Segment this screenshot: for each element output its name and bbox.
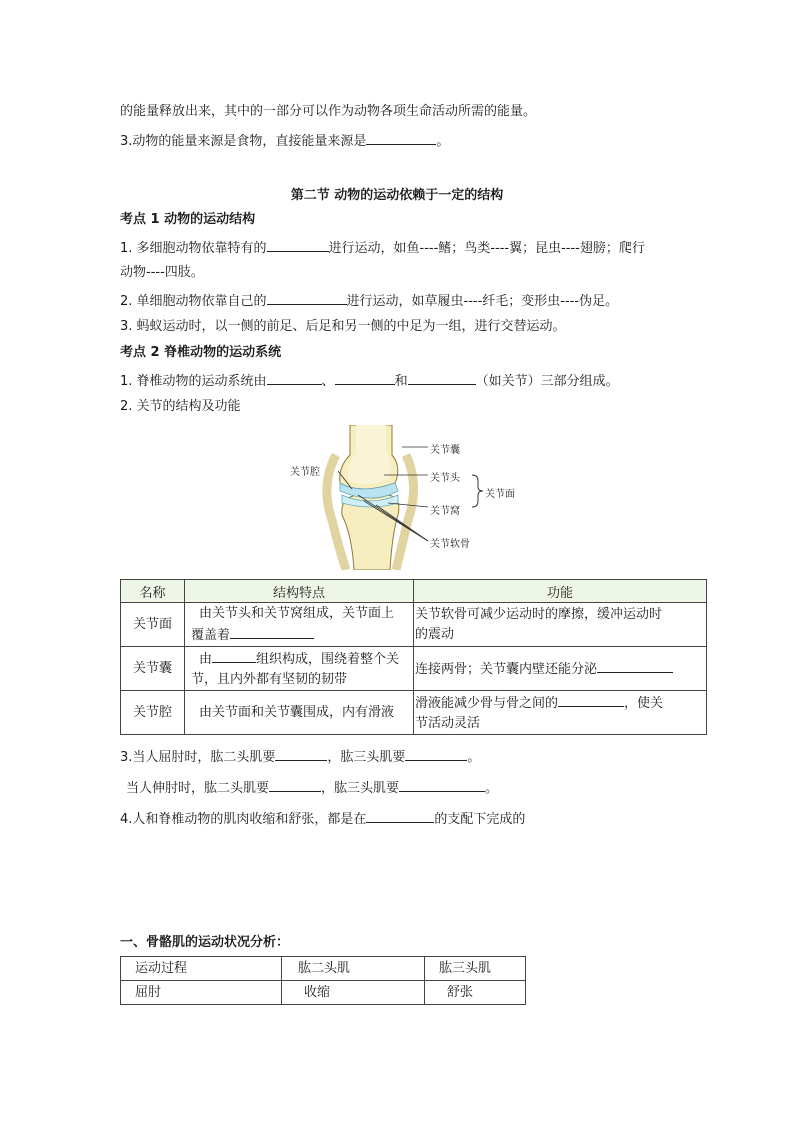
extend-text: 。 xyxy=(485,781,499,796)
muscle-line-control xyxy=(120,808,525,830)
function-line xyxy=(415,692,706,714)
flex-text: 。 xyxy=(467,750,481,765)
label-joint-cavity: 关节腔 xyxy=(290,467,320,478)
table-row xyxy=(121,981,526,1005)
structure-line xyxy=(191,648,407,670)
function-line: 节活动灵活 xyxy=(415,715,481,731)
energy-source-end: 。 xyxy=(436,134,450,149)
kp1-item2 xyxy=(120,290,618,312)
function-line: 的震动 xyxy=(415,626,455,642)
kp2-item2: 2. 关节的结构及功能 xyxy=(120,399,241,414)
row-structure xyxy=(185,603,414,647)
analysis-cell-biceps: 收缩 xyxy=(282,981,425,1005)
flex-triceps-blank[interactable] xyxy=(405,746,467,761)
kp1-heading: 考点 1 动物的运动结构 xyxy=(120,212,256,227)
label-joint-head: 关节头 xyxy=(430,473,460,484)
friction-blank[interactable] xyxy=(558,692,624,707)
kp1-item1-rest: 进行运动，如鱼----鳍；鸟类----翼；昆虫----翅膀；爬行 xyxy=(328,241,645,256)
kp2-heading: 考点 2 脊椎动物的运动系统 xyxy=(120,345,282,360)
col-header-function: 功能 xyxy=(414,580,707,603)
table-row xyxy=(121,957,526,981)
kp2-blank-2[interactable] xyxy=(335,370,395,385)
kp2-sep-1: 、 xyxy=(321,374,335,389)
table-row xyxy=(121,603,707,647)
kp1-item1-text: 1. 多细胞动物依靠特有的 xyxy=(120,241,267,256)
row-function xyxy=(414,691,707,735)
kp1-item2-blank[interactable] xyxy=(267,290,347,305)
function-text: 滑液能减少骨与骨之间的 xyxy=(415,695,559,711)
col-header-structure: 结构特点 xyxy=(185,580,414,603)
kp2-item1-end: （如关节）三部分组成。 xyxy=(475,374,619,389)
kp2-sep-2: 和 xyxy=(394,374,408,389)
extend-biceps-blank[interactable] xyxy=(269,777,321,792)
table-row xyxy=(121,691,707,735)
energy-source-text: 3.动物的能量来源是食物，直接能量来源是 xyxy=(120,134,367,149)
kp1-item2-rest: 进行运动，如草履虫----纤毛；变形虫----伪足。 xyxy=(346,294,619,309)
text-line-energy-source xyxy=(120,130,449,152)
extend-text: 当人伸肘时，肱二头肌要 xyxy=(126,781,270,796)
section-title: 第二节 动物的运动依赖于一定的结构 xyxy=(290,188,504,203)
muscle-analysis-table xyxy=(120,956,526,1005)
joint-diagram xyxy=(280,425,520,570)
row-function xyxy=(414,603,707,647)
row-structure: 由关节面和关节囊围成，内有滑液 xyxy=(185,691,414,735)
cartilage-blank[interactable] xyxy=(230,624,314,639)
label-joint-surface: 关节面 xyxy=(485,489,515,500)
structure-line xyxy=(191,624,407,646)
structure-line: 节，且内外都有坚韧的韧带 xyxy=(191,671,348,687)
text-line-energy-release: 的能量释放出来，其中的一部分可以作为动物各项生命活动所需的能量。 xyxy=(120,104,537,119)
function-text: ，使关 xyxy=(624,695,664,711)
kp1-item3: 3. 蚂蚁运动时，以一侧的前足、后足和另一侧的中足为一组，进行交替运动。 xyxy=(120,319,566,334)
analysis-header-triceps: 肱三头肌 xyxy=(425,957,526,981)
joint-table-header xyxy=(121,580,707,603)
flex-text: ，肱三头肌要 xyxy=(327,750,406,765)
table-row xyxy=(121,647,707,691)
flex-biceps-blank[interactable] xyxy=(275,746,327,761)
control-text: 4.人和脊椎动物的肌肉收缩和舒张，都是在 xyxy=(120,812,367,827)
analysis-header-process: 运动过程 xyxy=(121,957,282,981)
kp1-item2-text: 2. 单细胞动物依靠自己的 xyxy=(120,294,267,309)
row-structure xyxy=(185,647,414,691)
muscle-line-flex xyxy=(120,746,480,768)
analysis-header-biceps: 肱二头肌 xyxy=(282,957,425,981)
row-name: 关节面 xyxy=(121,603,185,647)
kp2-blank-1[interactable] xyxy=(267,370,322,385)
muscle-line-extend xyxy=(126,777,498,799)
tissue-blank[interactable] xyxy=(212,648,256,663)
control-blank[interactable] xyxy=(366,808,434,823)
energy-source-blank[interactable] xyxy=(366,130,436,145)
extend-triceps-blank[interactable] xyxy=(399,777,485,792)
label-joint-capsule: 关节囊 xyxy=(430,445,460,456)
analysis-cell-triceps: 舒张 xyxy=(425,981,526,1005)
kp1-item1-cont: 动物----四肢。 xyxy=(120,265,204,280)
kp1-item1-blank[interactable] xyxy=(267,237,329,252)
flex-text: 3.当人屈肘时，肱二头肌要 xyxy=(120,750,276,765)
extend-text: ，肱三头肌要 xyxy=(321,781,400,796)
control-text: 的支配下完成的 xyxy=(434,812,526,827)
kp2-item1 xyxy=(120,370,619,392)
joint-table xyxy=(120,579,707,735)
structure-line: 由关节头和关节窝组成，关节面上 xyxy=(199,605,395,621)
row-function xyxy=(414,647,707,691)
row-name: 关节腔 xyxy=(121,691,185,735)
structure-text: 覆盖着 xyxy=(191,627,231,643)
label-joint-cartilage: 关节软骨 xyxy=(430,539,470,550)
row-name: 关节囊 xyxy=(121,647,185,691)
secretion-blank[interactable] xyxy=(597,658,673,673)
col-header-name: 名称 xyxy=(121,580,185,603)
kp2-item1-text: 1. 脊椎动物的运动系统由 xyxy=(120,374,267,389)
analysis-heading: 一、骨骼肌的运动状况分析： xyxy=(120,935,290,950)
structure-text: 组织构成，围绕着整个关 xyxy=(256,651,400,667)
function-text: 连接两骨；关节囊内壁还能分泌 xyxy=(415,661,598,677)
structure-text: 由 xyxy=(199,651,213,667)
kp1-item1 xyxy=(120,237,645,259)
joint-diagram-illustration xyxy=(280,425,520,570)
analysis-cell-process: 屈肘 xyxy=(121,981,282,1005)
kp2-blank-3[interactable] xyxy=(408,370,476,385)
label-joint-socket: 关节窝 xyxy=(430,506,460,517)
function-line: 关节软骨可减少运动时的摩擦，缓冲运动时 xyxy=(415,606,663,622)
